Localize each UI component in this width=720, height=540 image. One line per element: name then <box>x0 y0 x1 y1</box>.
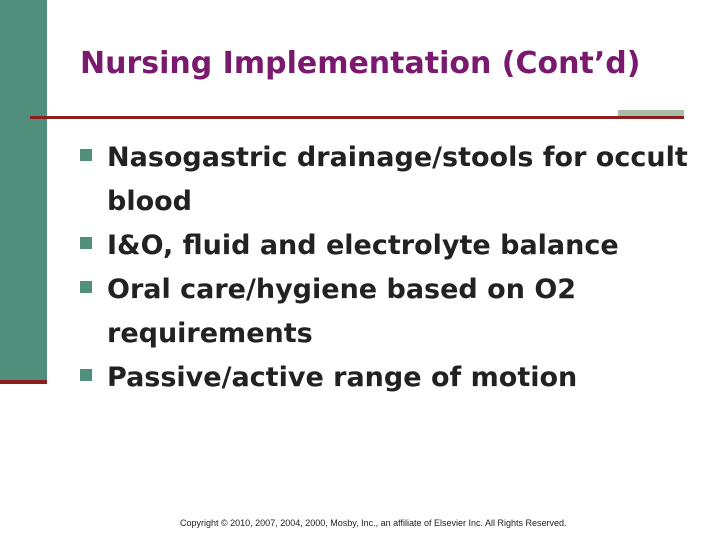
left-accent-bar-cap <box>0 380 47 384</box>
copyright-footer: Copyright © 2010, 2007, 2004, 2000, Mosby, Inc., an affiliate of Elsevier Inc. All Rights Reserved. <box>180 518 567 528</box>
bullet-text: Nasogastric drainage/stools for occult blood <box>107 142 688 217</box>
bullet-item <box>80 356 700 400</box>
bullet-text: Passive/active range of motion <box>107 362 578 393</box>
slide-title: Nursing Implementation (Cont’d) <box>80 46 641 81</box>
bullet-item <box>80 136 700 224</box>
square-bullet-icon <box>80 281 92 293</box>
bullet-text: Oral care/hygiene based on O2 requirements <box>107 274 577 349</box>
bullet-item <box>80 224 700 268</box>
bullet-item <box>80 268 700 356</box>
square-bullet-icon <box>80 369 92 381</box>
square-bullet-icon <box>80 237 92 249</box>
title-rule <box>30 116 684 119</box>
bullet-list <box>80 136 700 400</box>
square-bullet-icon <box>80 149 92 161</box>
bullet-text: I&O, fluid and electrolyte balance <box>107 230 619 261</box>
left-accent-bar <box>0 0 47 382</box>
